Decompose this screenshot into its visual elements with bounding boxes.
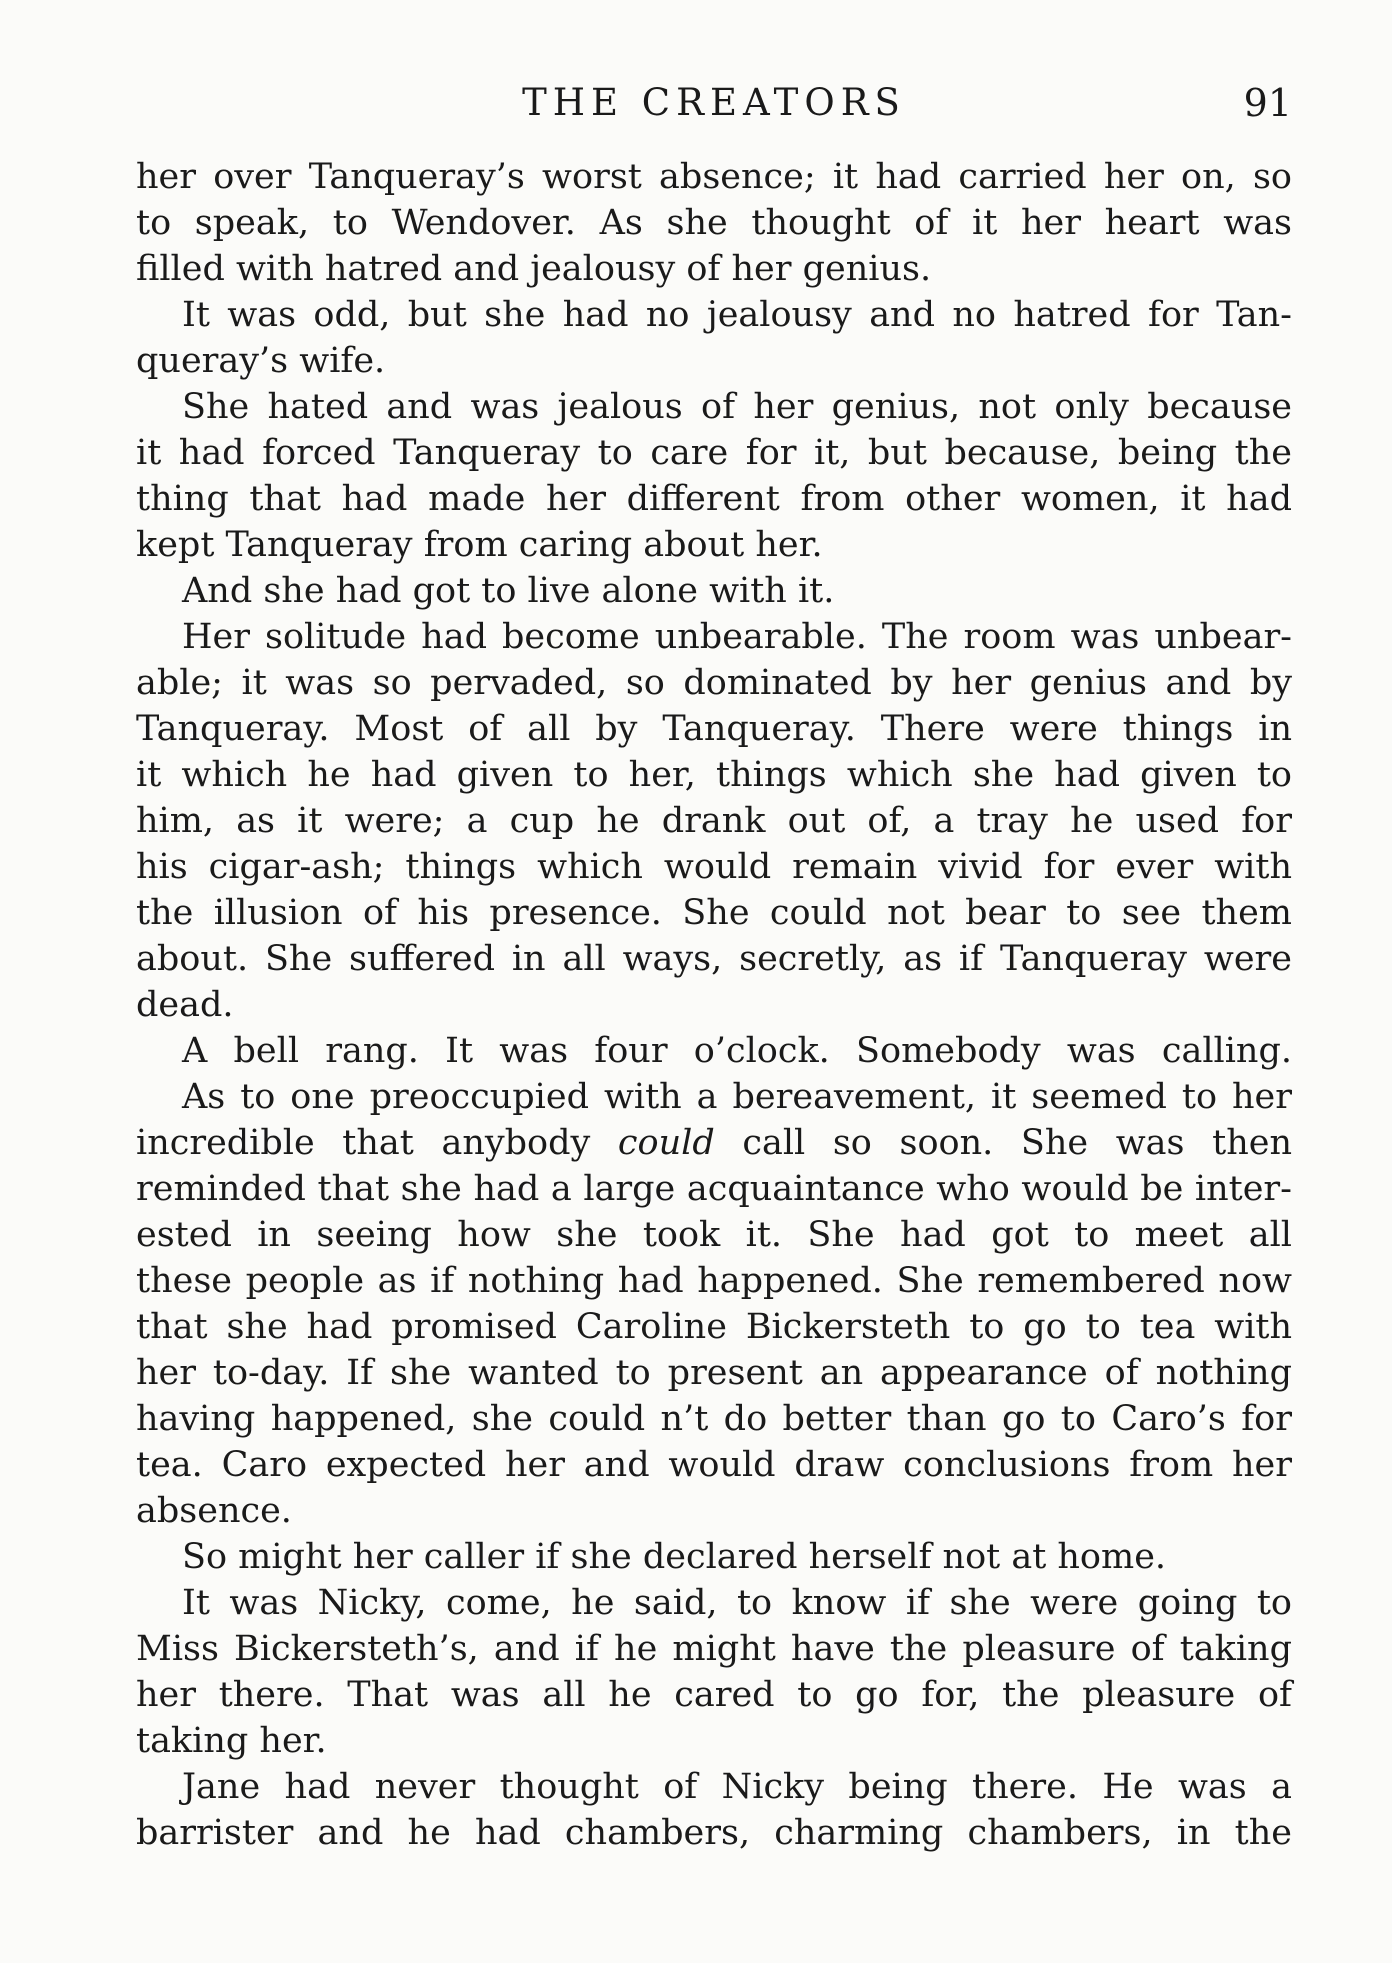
text-line: [136, 1120, 1292, 1166]
text-line: Her solitude had become unbearable. The room was unbear-: [182, 617, 1292, 657]
text-line: it had forced Tanqueray to care for it, but because, being the: [136, 433, 1292, 473]
text-line: Miss Bickersteth’s, and if he might have the pleasure of taking: [136, 1629, 1292, 1669]
text-line: As to one preoccupied with a bereavement, it seemed to her: [182, 1077, 1292, 1117]
text-line: barrister and he had chambers, charming chambers, in the: [136, 1813, 1292, 1853]
text-line: It was odd, but she had no jealousy and no hatred for Tan-: [182, 295, 1292, 335]
text-line: these people as if nothing had happened. She remembered now: [136, 1261, 1292, 1301]
page-header: [136, 78, 1292, 128]
text-line: her there. That was all he cared to go for, the pleasure of: [136, 1675, 1292, 1715]
text-segment: call so soon. She was then: [714, 1123, 1292, 1163]
text-line: the illusion of his presence. She could not bear to see them: [136, 893, 1292, 933]
text-line: about. She suffered in all ways, secretly, as if Tanqueray were: [136, 939, 1292, 979]
text-line: dead.: [136, 985, 234, 1025]
body-text: [136, 154, 1292, 1856]
text-line: able; it was so pervaded, so dominated by her genius and by: [136, 663, 1292, 703]
text-line: her to-day. If she wanted to present an appearance of nothing: [136, 1353, 1292, 1393]
text-line: her over Tanqueray’s worst absence; it had carried her on, so: [136, 157, 1292, 197]
text-line: Jane had never thought of Nicky being there. He was a: [182, 1767, 1292, 1807]
text-line: tea. Caro expected her and would draw conclusions from her: [136, 1445, 1292, 1485]
text-line: So might her caller if she declared herself not at home.: [182, 1537, 1167, 1577]
text-line: Tanqueray. Most of all by Tanqueray. There were things in: [136, 709, 1292, 749]
text-line: filled with hatred and jealousy of her genius.: [136, 249, 932, 289]
text-line: It was Nicky, come, he said, to know if she were going to: [182, 1583, 1292, 1623]
text-line: that she had promised Caroline Bickersteth to go to tea with: [136, 1307, 1292, 1347]
text-line: his cigar-ash; things which would remain vivid for ever with: [136, 847, 1292, 887]
page-number: 91: [1243, 81, 1292, 125]
text-line: A bell rang. It was four o’clock. Somebody was calling.: [182, 1031, 1292, 1071]
text-line: queray’s wife.: [136, 341, 386, 381]
text-line: taking her.: [136, 1721, 327, 1761]
text-line: kept Tanqueray from caring about her.: [136, 525, 823, 565]
running-title: THE CREATORS: [522, 81, 906, 124]
italic-word: could: [617, 1123, 715, 1163]
text-line: reminded that she had a large acquaintance who would be inter-: [136, 1169, 1292, 1209]
text-line: him, as it were; a cup he drank out of, a tray he used for: [136, 801, 1292, 841]
text-line: And she had got to live alone with it.: [182, 571, 835, 611]
text-line: it which he had given to her, things which she had given to: [136, 755, 1292, 795]
text-line: to speak, to Wendover. As she thought of it her heart was: [136, 203, 1292, 243]
text-line: ested in seeing how she took it. She had got to meet all: [136, 1215, 1292, 1255]
text-segment: incredible that anybody: [136, 1123, 618, 1163]
text-line: She hated and was jealous of her genius, not only because: [182, 387, 1292, 427]
text-line: having happened, she could n’t do better than go to Caro’s for: [136, 1399, 1292, 1439]
text-line: absence.: [136, 1491, 292, 1531]
text-line: thing that had made her different from other women, it had: [136, 479, 1292, 519]
